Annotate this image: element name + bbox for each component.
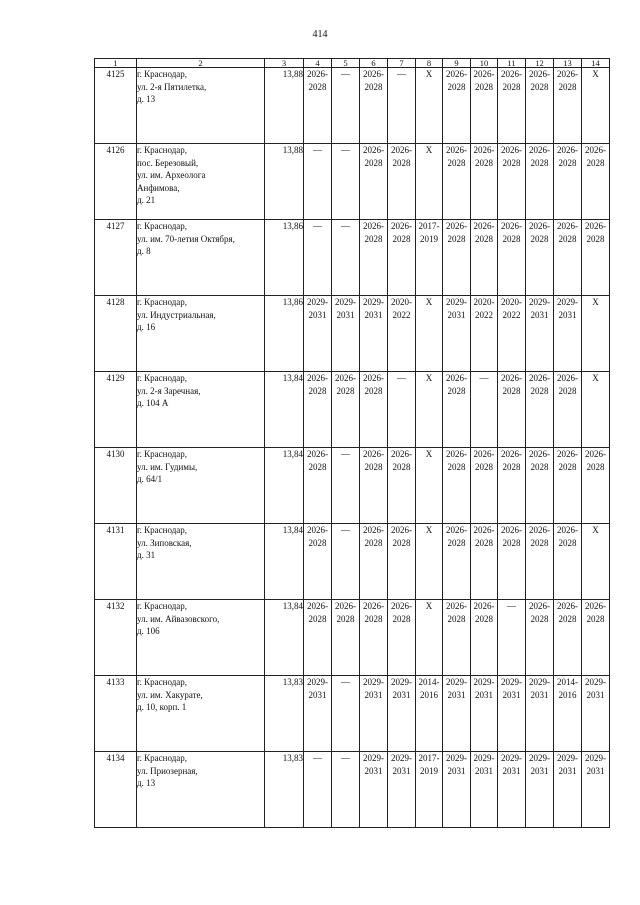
period-cell-col-5: — [332, 752, 360, 828]
period-cell-col-6: 2026- 2028 [360, 448, 388, 524]
address-line: г. Краснодар, [137, 677, 188, 687]
period-cell-col-12: 2026- 2028 [526, 600, 554, 676]
period-cell-col-6: 2029- 2031 [360, 676, 388, 752]
column-header-2: 2 [137, 59, 265, 68]
period-cell-col-4: 2026- 2028 [304, 448, 332, 524]
period-cell-col-8: 2017- 2019 [416, 752, 443, 828]
column-header-12: 12 [526, 59, 554, 68]
period-cell-col-9: 2029- 2031 [443, 676, 471, 752]
header-row [95, 59, 610, 68]
period-cell-col-7: — [388, 68, 416, 144]
row-number: 4125 [95, 68, 137, 144]
period-cell-col-9: 2026- 2028 [443, 600, 471, 676]
address-line: г. Краснодар, [137, 69, 188, 79]
period-cell-col-9: 2026- 2028 [443, 220, 471, 296]
period-cell-col-12: 2026- 2028 [526, 68, 554, 144]
address-line: ул. Зиповская, [137, 537, 192, 548]
period-cell-col-11: 2026- 2028 [498, 372, 526, 448]
address-line: ул. 2-я Пятилетка, [137, 81, 207, 92]
period-cell-col-8: X [416, 68, 443, 144]
period-cell-col-4: 2026- 2028 [304, 524, 332, 600]
column-header-13: 13 [554, 59, 582, 68]
period-cell-col-6: 2026- 2028 [360, 600, 388, 676]
column-header-9: 9 [443, 59, 471, 68]
address-line: г. Краснодар, [137, 297, 188, 307]
period-cell-col-7: 2026- 2028 [388, 600, 416, 676]
period-cell-col-11: 2020- 2022 [498, 296, 526, 372]
period-cell-col-10: 2029- 2031 [471, 752, 498, 828]
row-number: 4132 [95, 600, 137, 676]
period-cell-col-14: 2026- 2028 [582, 220, 610, 296]
period-cell-col-5: — [332, 676, 360, 752]
period-cell-col-6: 2026- 2028 [360, 524, 388, 600]
period-cell-col-10: 2026- 2028 [471, 524, 498, 600]
table-row [95, 752, 610, 828]
period-cell-col-5: — [332, 68, 360, 144]
period-cell-col-14: X [582, 68, 610, 144]
row-number: 4133 [95, 676, 137, 752]
area-cell: 13,86 [265, 296, 304, 372]
table-row [95, 296, 610, 372]
period-cell-col-7: 2029- 2031 [388, 676, 416, 752]
period-cell-col-13: 2029- 2031 [554, 296, 582, 372]
period-cell-col-7: 2026- 2028 [388, 448, 416, 524]
period-cell-col-4: — [304, 220, 332, 296]
period-cell-col-8: 2017- 2019 [416, 220, 443, 296]
period-cell-col-4: — [304, 144, 332, 220]
period-cell-col-10: 2026- 2028 [471, 448, 498, 524]
period-cell-col-12: 2026- 2028 [526, 524, 554, 600]
period-cell-col-6: 2026- 2028 [360, 68, 388, 144]
table-body [95, 68, 610, 828]
period-cell-col-8: X [416, 448, 443, 524]
period-cell-col-13: 2026- 2028 [554, 68, 582, 144]
row-number: 4129 [95, 372, 137, 448]
address-line: г. Краснодар, [137, 525, 188, 535]
period-cell-col-10: 2026- 2028 [471, 600, 498, 676]
column-header-7: 7 [388, 59, 416, 68]
address-cell [137, 372, 265, 448]
period-cell-col-11: 2029- 2031 [498, 676, 526, 752]
period-cell-col-12: 2026- 2028 [526, 220, 554, 296]
period-cell-col-11: — [498, 600, 526, 676]
period-cell-col-4: — [304, 752, 332, 828]
column-header-14: 14 [582, 59, 610, 68]
period-cell-col-9: 2029- 2031 [443, 296, 471, 372]
period-cell-col-13: 2029- 2031 [554, 752, 582, 828]
address-line: д. 64/1 [137, 474, 163, 484]
period-cell-col-7: 2020- 2022 [388, 296, 416, 372]
period-cell-col-4: 2029- 2031 [304, 296, 332, 372]
period-cell-col-7: 2029- 2031 [388, 752, 416, 828]
address-line: г. Краснодар, [137, 145, 188, 155]
column-header-1: 1 [95, 59, 137, 68]
area-cell: 13,88 [265, 68, 304, 144]
period-cell-col-5: — [332, 448, 360, 524]
table-row [95, 524, 610, 600]
table-row [95, 220, 610, 296]
area-cell: 13,84 [265, 600, 304, 676]
address-line: д. 31 [137, 550, 156, 560]
address-cell [137, 144, 265, 220]
area-cell: 13,84 [265, 372, 304, 448]
area-cell: 13,88 [265, 144, 304, 220]
period-cell-col-14: 2026- 2028 [582, 144, 610, 220]
area-cell: 13,86 [265, 220, 304, 296]
period-cell-col-6: 2026- 2028 [360, 372, 388, 448]
row-number: 4134 [95, 752, 137, 828]
table-row [95, 600, 610, 676]
column-header-3: 3 [265, 59, 304, 68]
period-cell-col-12: 2029- 2031 [526, 676, 554, 752]
column-header-10: 10 [471, 59, 498, 68]
period-cell-col-14: X [582, 372, 610, 448]
address-line: ул. им. Гудимы, [137, 461, 198, 472]
period-cell-col-9: 2026- 2028 [443, 144, 471, 220]
row-number: 4126 [95, 144, 137, 220]
period-cell-col-5: — [332, 524, 360, 600]
period-cell-col-8: 2014- 2016 [416, 676, 443, 752]
period-cell-col-12: 2026- 2028 [526, 372, 554, 448]
period-cell-col-12: 2029- 2031 [526, 752, 554, 828]
period-cell-col-8: X [416, 296, 443, 372]
period-cell-col-12: 2026- 2028 [526, 144, 554, 220]
period-cell-col-14: 2029- 2031 [582, 752, 610, 828]
table-row [95, 676, 610, 752]
period-cell-col-5: 2029- 2031 [332, 296, 360, 372]
page-number: 414 [312, 29, 328, 40]
address-line: ул. 2-я Заречная, [137, 385, 201, 396]
address-line: ул. Приозерная, [137, 765, 198, 776]
period-cell-col-11: 2029- 2031 [498, 752, 526, 828]
address-line: г. Краснодар, [137, 221, 188, 231]
address-line: г. Краснодар, [137, 373, 188, 383]
period-cell-col-4: 2026- 2028 [304, 600, 332, 676]
address-line: ул. им. Хакурате, [137, 689, 203, 700]
column-header-5: 5 [332, 59, 360, 68]
period-cell-col-10: 2026- 2028 [471, 220, 498, 296]
row-number: 4130 [95, 448, 137, 524]
period-cell-col-5: — [332, 220, 360, 296]
period-cell-col-5: 2026- 2028 [332, 600, 360, 676]
column-header-6: 6 [360, 59, 388, 68]
period-cell-col-9: 2029- 2031 [443, 752, 471, 828]
period-cell-col-7: 2026- 2028 [388, 220, 416, 296]
period-cell-col-14: 2026- 2028 [582, 448, 610, 524]
area-cell: 13,83 [265, 752, 304, 828]
address-line: д. 104 А [137, 398, 169, 408]
address-line: Анфимова, [137, 182, 180, 193]
address-line: ул. им. 70-летия Октября, [137, 233, 235, 244]
address-line: д. 13 [137, 778, 156, 788]
period-cell-col-10: 2029- 2031 [471, 676, 498, 752]
table-row [95, 144, 610, 220]
area-cell: 13,83 [265, 676, 304, 752]
period-cell-col-6: 2026- 2028 [360, 220, 388, 296]
address-line: ул. им. Айвазовского, [137, 613, 220, 624]
area-cell: 13,84 [265, 448, 304, 524]
period-cell-col-13: 2026- 2028 [554, 524, 582, 600]
address-line: ул. им. Археолога [137, 170, 206, 180]
period-cell-col-4: 2026- 2028 [304, 68, 332, 144]
schedule-table [94, 58, 610, 828]
address-line: г. Краснодар, [137, 753, 188, 763]
period-cell-col-10: 2026- 2028 [471, 68, 498, 144]
address-cell [137, 220, 265, 296]
column-header-11: 11 [498, 59, 526, 68]
address-cell [137, 448, 265, 524]
address-cell [137, 676, 265, 752]
address-line: ул. Индустриальная, [137, 309, 216, 320]
period-cell-col-13: 2026- 2028 [554, 144, 582, 220]
address-line: д. 16 [137, 322, 156, 332]
address-line: д. 106 [137, 626, 160, 636]
column-header-4: 4 [304, 59, 332, 68]
row-number: 4128 [95, 296, 137, 372]
period-cell-col-9: 2026- 2028 [443, 68, 471, 144]
area-cell: 13,84 [265, 524, 304, 600]
period-cell-col-14: 2029- 2031 [582, 676, 610, 752]
period-cell-col-8: X [416, 524, 443, 600]
period-cell-col-7: 2026- 2028 [388, 144, 416, 220]
period-cell-col-14: X [582, 296, 610, 372]
period-cell-col-11: 2026- 2028 [498, 448, 526, 524]
period-cell-col-9: 2026- 2028 [443, 448, 471, 524]
address-cell [137, 752, 265, 828]
row-number: 4131 [95, 524, 137, 600]
period-cell-col-13: 2014- 2016 [554, 676, 582, 752]
address-line: пос. Березовый, [137, 157, 199, 168]
address-cell [137, 524, 265, 600]
period-cell-col-13: 2026- 2028 [554, 372, 582, 448]
period-cell-col-8: X [416, 372, 443, 448]
period-cell-col-13: 2026- 2028 [554, 600, 582, 676]
period-cell-col-10: — [471, 372, 498, 448]
address-line: д. 8 [137, 246, 151, 256]
period-cell-col-9: 2026- 2028 [443, 372, 471, 448]
period-cell-col-11: 2026- 2028 [498, 220, 526, 296]
address-line: д. 13 [137, 94, 156, 104]
period-cell-col-14: X [582, 524, 610, 600]
period-cell-col-6: 2026- 2028 [360, 144, 388, 220]
address-line: г. Краснодар, [137, 601, 188, 611]
address-cell [137, 600, 265, 676]
period-cell-col-13: 2026- 2028 [554, 220, 582, 296]
address-cell [137, 68, 265, 144]
period-cell-col-5: — [332, 144, 360, 220]
period-cell-col-9: 2026- 2028 [443, 524, 471, 600]
period-cell-col-12: 2029- 2031 [526, 296, 554, 372]
period-cell-col-14: 2026- 2028 [582, 600, 610, 676]
period-cell-col-7: 2026- 2028 [388, 524, 416, 600]
address-line: г. Краснодар, [137, 449, 188, 459]
period-cell-col-10: 2026- 2028 [471, 144, 498, 220]
period-cell-col-8: X [416, 144, 443, 220]
address-cell [137, 296, 265, 372]
period-cell-col-6: 2029- 2031 [360, 296, 388, 372]
period-cell-col-11: 2026- 2028 [498, 524, 526, 600]
period-cell-col-11: 2026- 2028 [498, 144, 526, 220]
period-cell-col-5: 2026- 2028 [332, 372, 360, 448]
period-cell-col-11: 2026- 2028 [498, 68, 526, 144]
table-row [95, 372, 610, 448]
address-line: д. 21 [137, 195, 156, 205]
period-cell-col-10: 2020- 2022 [471, 296, 498, 372]
column-header-8: 8 [416, 59, 443, 68]
period-cell-col-12: 2026- 2028 [526, 448, 554, 524]
row-number: 4127 [95, 220, 137, 296]
address-line: д. 10, корп. 1 [137, 702, 187, 712]
table-row [95, 448, 610, 524]
period-cell-col-6: 2029- 2031 [360, 752, 388, 828]
period-cell-col-7: — [388, 372, 416, 448]
period-cell-col-13: 2026- 2028 [554, 448, 582, 524]
period-cell-col-8: X [416, 600, 443, 676]
period-cell-col-4: 2029- 2031 [304, 676, 332, 752]
period-cell-col-4: 2026- 2028 [304, 372, 332, 448]
table-row [95, 68, 610, 144]
